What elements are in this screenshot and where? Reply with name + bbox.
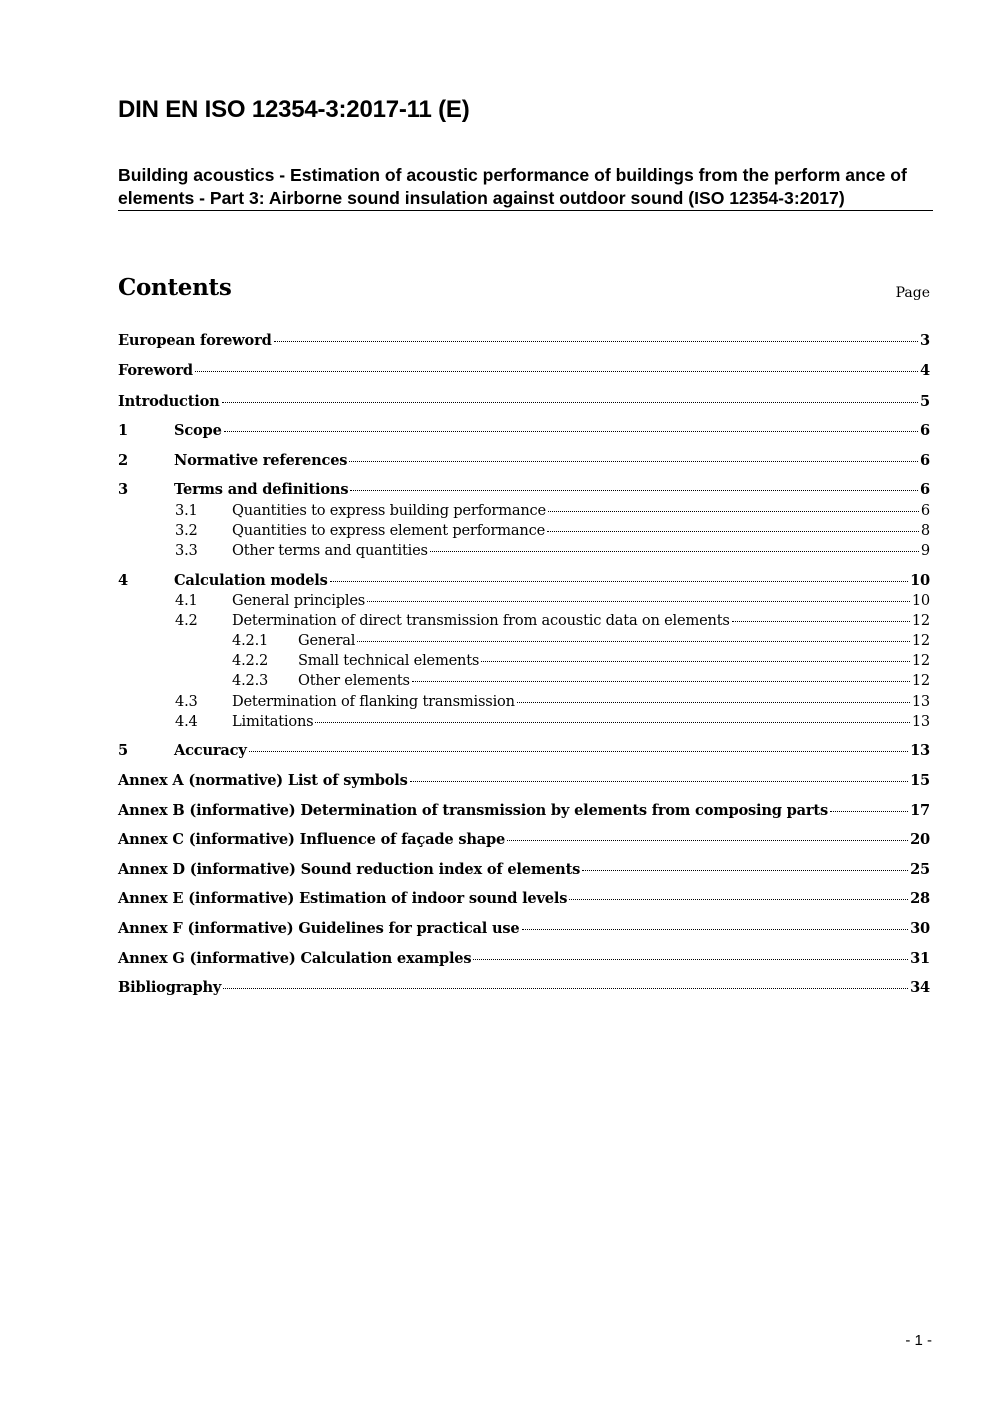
toc-entry-page: 13 bbox=[910, 742, 930, 759]
toc-entry-title: Introduction bbox=[118, 393, 220, 410]
toc-entry-title: Quantities to express building performance bbox=[232, 502, 546, 519]
dot-leader bbox=[357, 641, 910, 642]
dot-leader bbox=[222, 402, 919, 403]
toc-entry-number: 4.1 bbox=[175, 592, 198, 609]
page-column-label: Page bbox=[895, 285, 930, 301]
toc-entry-number: 3.2 bbox=[175, 522, 198, 539]
toc-subentry[interactable] bbox=[118, 541, 930, 561]
page-number: - 1 - bbox=[905, 1332, 932, 1349]
toc-entry-page: 30 bbox=[910, 920, 930, 937]
toc-entry-page: 34 bbox=[910, 979, 930, 996]
toc-subentry[interactable] bbox=[118, 692, 930, 712]
toc-entry-title: Accuracy bbox=[174, 742, 247, 759]
toc-subsubentry[interactable] bbox=[118, 671, 930, 691]
toc-entry[interactable] bbox=[118, 771, 930, 791]
table-of-contents bbox=[118, 0, 930, 1403]
toc-entry-title: Scope bbox=[174, 422, 222, 439]
toc-entry-title: General bbox=[298, 632, 356, 649]
toc-entry-page: 20 bbox=[910, 831, 930, 848]
dot-leader bbox=[522, 929, 909, 930]
toc-entry-title: Other elements bbox=[298, 672, 410, 689]
toc-subentry[interactable] bbox=[118, 501, 930, 521]
dot-leader bbox=[195, 371, 918, 372]
toc-entry-title: Determination of flanking transmission bbox=[232, 693, 515, 710]
dot-leader bbox=[349, 461, 918, 462]
toc-entry-number: 1 bbox=[118, 422, 128, 439]
toc-entry-number: 5 bbox=[118, 742, 128, 759]
toc-entry[interactable] bbox=[118, 421, 930, 441]
toc-entry-page: 6 bbox=[920, 481, 930, 498]
toc-subentry[interactable] bbox=[118, 521, 930, 541]
toc-entry-page: 15 bbox=[910, 772, 930, 789]
toc-entry-page: 8 bbox=[920, 522, 930, 539]
toc-entry-page: 13 bbox=[911, 713, 930, 730]
toc-entry-title: Calculation models bbox=[174, 572, 328, 589]
toc-entry[interactable] bbox=[118, 361, 930, 381]
toc-entry[interactable] bbox=[118, 919, 930, 939]
dot-leader bbox=[367, 601, 910, 602]
toc-entry-title: Annex D (informative) Sound reduction index of elements bbox=[118, 861, 581, 878]
toc-subsubentry[interactable] bbox=[118, 631, 930, 651]
toc-entry-number: 4.2 bbox=[175, 612, 198, 629]
toc-subentry[interactable] bbox=[118, 712, 930, 732]
toc-subsubentry[interactable] bbox=[118, 651, 930, 671]
toc-entry-number: 4 bbox=[118, 572, 128, 589]
toc-entry-page: 3 bbox=[920, 332, 930, 349]
toc-entry-title: Other terms and quantities bbox=[232, 542, 428, 559]
document-id: DIN EN ISO 12354-3:2017-11 (E) bbox=[118, 96, 470, 123]
toc-entry-page: 12 bbox=[911, 612, 930, 629]
toc-entry[interactable] bbox=[118, 801, 930, 821]
toc-entry[interactable] bbox=[118, 741, 930, 761]
toc-entry-title: Terms and definitions bbox=[174, 481, 349, 498]
dot-leader bbox=[569, 899, 908, 900]
toc-entry-page: 31 bbox=[910, 950, 930, 967]
toc-entry-number: 4.2.2 bbox=[232, 652, 269, 669]
toc-entry-page: 6 bbox=[920, 422, 930, 439]
dot-leader bbox=[582, 870, 908, 871]
toc-entry-page: 9 bbox=[920, 542, 930, 559]
toc-entry-title: Annex C (informative) Influence of façade shape bbox=[118, 831, 506, 848]
toc-entry-title: General principles bbox=[232, 592, 366, 609]
toc-entry-title: Annex B (informative) Determination of transmission by elements from composing parts bbox=[118, 802, 828, 819]
toc-entry-page: 28 bbox=[910, 890, 930, 907]
toc-entry-title: Annex E (informative) Estimation of indoor sound levels bbox=[118, 890, 568, 907]
toc-entry-number: 2 bbox=[118, 452, 128, 469]
dot-leader bbox=[473, 959, 908, 960]
toc-entry[interactable] bbox=[118, 889, 930, 909]
toc-entry-page: 6 bbox=[920, 452, 930, 469]
toc-subentry[interactable] bbox=[118, 591, 930, 611]
toc-entry[interactable] bbox=[118, 978, 930, 998]
toc-entry-page: 10 bbox=[910, 572, 930, 589]
toc-entry[interactable] bbox=[118, 451, 930, 471]
toc-entry-number: 4.2.3 bbox=[232, 672, 269, 689]
toc-entry-title: European foreword bbox=[118, 332, 272, 349]
dot-leader bbox=[732, 621, 910, 622]
toc-entry-title: Small technical elements bbox=[298, 652, 480, 669]
toc-entry-page: 6 bbox=[920, 502, 930, 519]
toc-entry-page: 25 bbox=[910, 861, 930, 878]
toc-entry-number: 3 bbox=[118, 481, 128, 498]
dot-leader bbox=[481, 661, 910, 662]
dot-leader bbox=[830, 811, 908, 812]
dot-leader bbox=[410, 781, 908, 782]
toc-entry-title: Annex F (informative) Guidelines for practical use bbox=[118, 920, 520, 937]
toc-subentry[interactable] bbox=[118, 611, 930, 631]
toc-entry-title: Quantities to express element performance bbox=[232, 522, 546, 539]
toc-entry-title: Annex G (informative) Calculation examples bbox=[118, 950, 472, 967]
dot-leader bbox=[249, 751, 908, 752]
toc-entry[interactable] bbox=[118, 571, 930, 591]
toc-entry-page: 10 bbox=[911, 592, 930, 609]
toc-entry-number: 4.2.1 bbox=[232, 632, 269, 649]
toc-entry-title: Normative references bbox=[174, 452, 348, 469]
toc-entry-number: 4.3 bbox=[175, 693, 198, 710]
toc-entry-page: 5 bbox=[920, 393, 930, 410]
toc-entry-number: 4.4 bbox=[175, 713, 198, 730]
toc-entry[interactable] bbox=[118, 392, 930, 412]
dot-leader bbox=[315, 722, 909, 723]
toc-entry[interactable] bbox=[118, 949, 930, 969]
toc-entry-page: 12 bbox=[911, 672, 930, 689]
toc-entry-title: Bibliography bbox=[118, 979, 222, 996]
dot-leader bbox=[330, 581, 908, 582]
toc-entry[interactable] bbox=[118, 480, 930, 500]
dot-leader bbox=[350, 490, 918, 491]
toc-entry-page: 4 bbox=[920, 362, 930, 379]
toc-entry-page: 12 bbox=[911, 632, 930, 649]
dot-leader bbox=[507, 840, 908, 841]
toc-entry-page: 17 bbox=[910, 802, 930, 819]
dot-leader bbox=[274, 341, 918, 342]
toc-entry-title: Foreword bbox=[118, 362, 193, 379]
toc-entry-page: 12 bbox=[911, 652, 930, 669]
dot-leader bbox=[224, 431, 918, 432]
dot-leader bbox=[547, 531, 919, 532]
contents-heading: Contents bbox=[118, 274, 232, 301]
toc-entry-title: Limitations bbox=[232, 713, 314, 730]
dot-leader bbox=[430, 551, 919, 552]
toc-entry[interactable] bbox=[118, 331, 930, 351]
dot-leader bbox=[548, 511, 919, 512]
toc-entry[interactable] bbox=[118, 830, 930, 850]
toc-entry-title: Annex A (normative) List of symbols bbox=[118, 772, 408, 789]
dot-leader bbox=[223, 988, 908, 989]
toc-entry-title: Determination of direct transmission from acoustic data on elements bbox=[232, 612, 730, 629]
dot-leader bbox=[412, 681, 910, 682]
toc-entry-number: 3.1 bbox=[175, 502, 198, 519]
toc-entry-page: 13 bbox=[911, 693, 930, 710]
toc-entry-number: 3.3 bbox=[175, 542, 198, 559]
dot-leader bbox=[517, 702, 910, 703]
toc-entry[interactable] bbox=[118, 860, 930, 880]
document-title: Building acoustics - Estimation of acoustic performance of buildings from the perform ance of elements - Part 3: Airborne sound insulation against outdoor sound (ISO 12354-3:2017) bbox=[118, 164, 933, 211]
